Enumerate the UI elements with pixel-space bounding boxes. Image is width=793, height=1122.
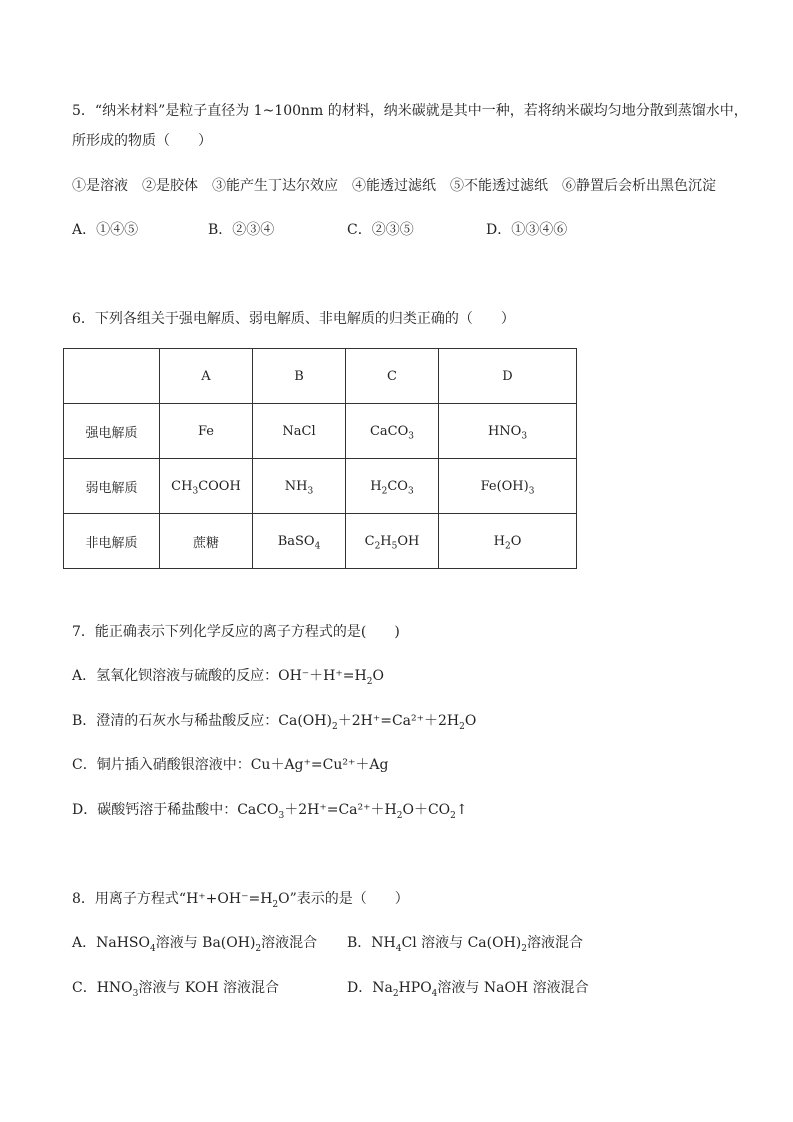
q7-option-a: A．氢氧化钡溶液与硫酸的反应：$OH^-+H^+=H_2O$	[72, 668, 384, 687]
table-header-cell	[64, 349, 160, 404]
q5-stem-line2: 所形成的物质（ ）	[72, 133, 212, 149]
table-header-cell: C	[346, 349, 439, 404]
table-cell: $CH_3COOH$	[160, 459, 253, 514]
table-header-cell: A	[160, 349, 253, 404]
table-cell: $H_2O$	[439, 514, 577, 569]
table-cell: BaSO$_4$	[253, 514, 346, 569]
row-label: 弱电解质	[64, 459, 160, 514]
q7-option-c: C．铜片插入硝酸银溶液中：Cu＋Ag⁺=Cu²⁺＋Ag	[72, 757, 389, 773]
table-cell: NaCl	[253, 404, 346, 459]
table-cell: Fe	[160, 404, 253, 459]
table-cell: CaCO$_3$	[346, 404, 439, 459]
q5-stem-line1: 5．“纳米材料”是粒子直径为 1~100nm 的材料，纳米碳就是其中一种，若将纳米碳均匀地分散到蒸馏水中，	[72, 103, 748, 119]
table-cell: $H_2CO_3$	[346, 459, 439, 514]
table-row	[64, 459, 577, 514]
q5-option-b: B．②③④	[208, 222, 275, 238]
q5-option-a: A．①④⑤	[72, 222, 139, 238]
q8-option-c: C．$HNO_3$溶液与 KOH 溶液混合	[72, 980, 280, 999]
q7-option-d: D．碳酸钙溶于稀盐酸中：$CaCO_3+2H^+=Ca^{2+}+H_2O+CO_2↑$	[72, 802, 468, 821]
q5-option-d: D．①③④⑥	[486, 222, 568, 238]
table-header-cell: B	[253, 349, 346, 404]
table-cell: $Fe(OH)_3$	[439, 459, 577, 514]
table-cell: $NH_3$	[253, 459, 346, 514]
table-header-row	[64, 349, 577, 404]
q6-stem: 6．下列各组关于强电解质、弱电解质、非电解质的归类正确的（ ）	[72, 311, 515, 327]
q8-stem: 8．用离子方程式“$H^++OH^-=H_2O$”表示的是（ ）	[72, 891, 409, 910]
q8-option-d: D．$Na_2HPO_4$溶液与 NaOH 溶液混合	[347, 980, 589, 999]
q5-statements: ①是溶液 ②是胶体 ③能产生丁达尔效应 ④能透过滤纸 ⑤不能透过滤纸 ⑥静置后会析出黑色沉淀	[72, 178, 716, 194]
q5-option-c: C．②③⑤	[347, 222, 414, 238]
table-row	[64, 514, 577, 569]
table-cell: $HNO_3$	[439, 404, 577, 459]
table-header-cell: D	[439, 349, 577, 404]
q8-option-a: A．NaHSO$_4$溶液与 $Ba(OH)_2$溶液混合	[72, 935, 318, 954]
table-cell: 蔗糖	[160, 514, 253, 569]
electrolyte-table	[63, 348, 577, 569]
q8-option-b: B．$NH_4Cl$ 溶液与 $Ca(OH)_2$溶液混合	[347, 935, 583, 954]
row-label: 非电解质	[64, 514, 160, 569]
q7-stem: 7．能正确表示下列化学反应的离子方程式的是( )	[72, 624, 400, 640]
table-row	[64, 404, 577, 459]
row-label: 强电解质	[64, 404, 160, 459]
table-cell: $C_2H_5OH$	[346, 514, 439, 569]
q7-option-b: B．澄清的石灰水与稀盐酸反应：$Ca(OH)_2+2H^+=Ca^{2+}+2H_2O$	[72, 713, 477, 732]
